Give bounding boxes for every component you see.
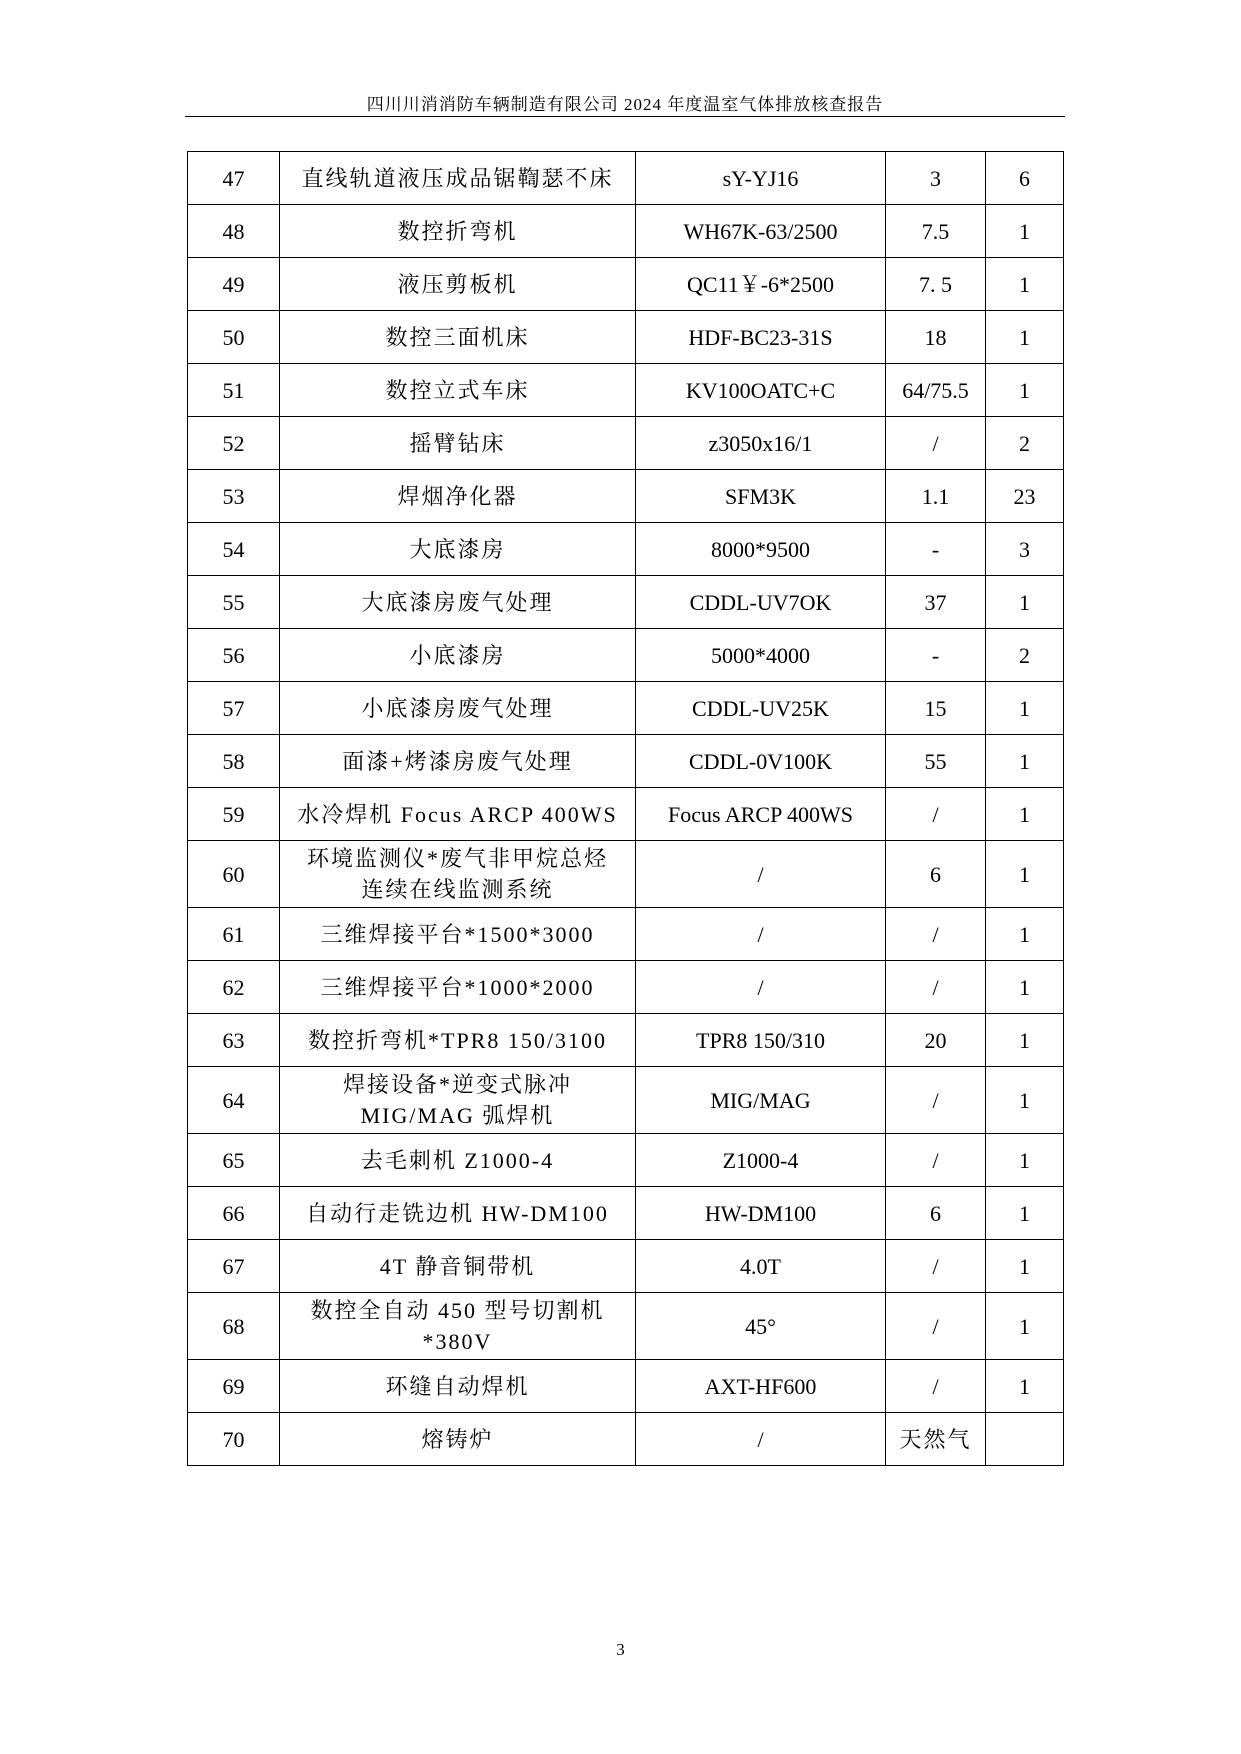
cell-model: Focus ARCP 400WS — [636, 788, 886, 841]
cell-equipment-name: 焊烟净化器 — [280, 470, 636, 523]
cell-quantity — [986, 1413, 1064, 1466]
table-row — [188, 1134, 1064, 1187]
cell-quantity: 1 — [986, 841, 1064, 908]
table-row — [188, 788, 1064, 841]
cell-power: 3 — [886, 152, 986, 205]
cell-model: 4.0T — [636, 1240, 886, 1293]
equipment-table-body — [188, 152, 1064, 1466]
cell-equipment-name: 熔铸炉 — [280, 1413, 636, 1466]
cell-quantity: 23 — [986, 470, 1064, 523]
cell-equipment-name: 摇臂钻床 — [280, 417, 636, 470]
cell-quantity: 1 — [986, 1360, 1064, 1413]
cell-power: 15 — [886, 682, 986, 735]
cell-equipment-name: 三维焊接平台*1000*2000 — [280, 961, 636, 1014]
cell-model: HDF-BC23-31S — [636, 311, 886, 364]
cell-model: TPR8 150/310 — [636, 1014, 886, 1067]
cell-power: 天然气 — [886, 1413, 986, 1466]
cell-power: 7.5 — [886, 205, 986, 258]
cell-model: SFM3K — [636, 470, 886, 523]
cell-quantity: 1 — [986, 735, 1064, 788]
table-row — [188, 364, 1064, 417]
header-divider — [185, 116, 1065, 117]
page-number: 3 — [616, 1640, 625, 1659]
cell-equipment-name: 面漆+烤漆房废气处理 — [280, 735, 636, 788]
cell-number: 66 — [188, 1187, 280, 1240]
equipment-table — [187, 151, 1064, 1466]
cell-power: 18 — [886, 311, 986, 364]
table-row — [188, 682, 1064, 735]
cell-number: 53 — [188, 470, 280, 523]
cell-number: 55 — [188, 576, 280, 629]
cell-power: 6 — [886, 1187, 986, 1240]
cell-power: / — [886, 1240, 986, 1293]
cell-power: 7. 5 — [886, 258, 986, 311]
cell-equipment-name: 数控三面机床 — [280, 311, 636, 364]
cell-equipment-name — [280, 1067, 636, 1134]
table-row — [188, 523, 1064, 576]
cell-quantity: 1 — [986, 364, 1064, 417]
cell-power: / — [886, 417, 986, 470]
cell-power: 64/75.5 — [886, 364, 986, 417]
cell-equipment-name: 自动行走铣边机 HW-DM100 — [280, 1187, 636, 1240]
cell-equipment-name: 4T 静音铜带机 — [280, 1240, 636, 1293]
table-row — [188, 961, 1064, 1014]
cell-number: 57 — [188, 682, 280, 735]
cell-equipment-name: 数控立式车床 — [280, 364, 636, 417]
table-row — [188, 152, 1064, 205]
equipment-name-line-1: 环境监测仪*废气非甲烷总烃 — [306, 846, 608, 871]
cell-equipment-name: 去毛刺机 Z1000-4 — [280, 1134, 636, 1187]
cell-model: Z1000-4 — [636, 1134, 886, 1187]
cell-equipment-name: 三维焊接平台*1500*3000 — [280, 908, 636, 961]
cell-quantity: 2 — [986, 629, 1064, 682]
cell-quantity: 1 — [986, 576, 1064, 629]
equipment-name-line-2: MIG/MAG 弧焊机 — [360, 1103, 555, 1128]
cell-power: / — [886, 908, 986, 961]
cell-number: 69 — [188, 1360, 280, 1413]
cell-number: 62 — [188, 961, 280, 1014]
cell-power: - — [886, 523, 986, 576]
cell-number: 54 — [188, 523, 280, 576]
cell-model: 5000*4000 — [636, 629, 886, 682]
table-row — [188, 258, 1064, 311]
cell-equipment-name — [280, 1293, 636, 1360]
cell-quantity: 1 — [986, 788, 1064, 841]
cell-model: / — [636, 961, 886, 1014]
equipment-name-line-2: *380V — [422, 1329, 493, 1354]
cell-number: 60 — [188, 841, 280, 908]
cell-model: / — [636, 1413, 886, 1466]
cell-number: 64 — [188, 1067, 280, 1134]
cell-quantity: 1 — [986, 1187, 1064, 1240]
cell-number: 63 — [188, 1014, 280, 1067]
table-row — [188, 1360, 1064, 1413]
cell-equipment-name: 环缝自动焊机 — [280, 1360, 636, 1413]
cell-equipment-name: 数控折弯机 — [280, 205, 636, 258]
cell-model: 45° — [636, 1293, 886, 1360]
table-row — [188, 1014, 1064, 1067]
cell-number: 68 — [188, 1293, 280, 1360]
cell-power: 1.1 — [886, 470, 986, 523]
cell-quantity: 1 — [986, 908, 1064, 961]
cell-equipment-name — [280, 841, 636, 908]
table-row — [188, 629, 1064, 682]
cell-quantity: 1 — [986, 682, 1064, 735]
cell-power: / — [886, 1360, 986, 1413]
cell-quantity: 1 — [986, 311, 1064, 364]
cell-power: 55 — [886, 735, 986, 788]
table-row — [188, 1187, 1064, 1240]
cell-power: / — [886, 961, 986, 1014]
cell-power: 37 — [886, 576, 986, 629]
cell-quantity: 1 — [986, 1240, 1064, 1293]
cell-equipment-name: 数控折弯机*TPR8 150/3100 — [280, 1014, 636, 1067]
cell-equipment-name: 小底漆房 — [280, 629, 636, 682]
table-row — [188, 1293, 1064, 1360]
cell-model: HW-DM100 — [636, 1187, 886, 1240]
cell-number: 58 — [188, 735, 280, 788]
cell-quantity: 1 — [986, 1014, 1064, 1067]
cell-number: 59 — [188, 788, 280, 841]
cell-number: 56 — [188, 629, 280, 682]
cell-power: / — [886, 1067, 986, 1134]
cell-quantity: 1 — [986, 205, 1064, 258]
table-row — [188, 841, 1064, 908]
cell-model: CDDL-UV25K — [636, 682, 886, 735]
cell-model: QC11￥-6*2500 — [636, 258, 886, 311]
cell-model: AXT-HF600 — [636, 1360, 886, 1413]
cell-quantity: 1 — [986, 258, 1064, 311]
cell-power: / — [886, 1134, 986, 1187]
table-row — [188, 1067, 1064, 1134]
table-row — [188, 735, 1064, 788]
cell-quantity: 2 — [986, 417, 1064, 470]
cell-model: / — [636, 908, 886, 961]
cell-model: sY-YJ16 — [636, 152, 886, 205]
cell-model: MIG/MAG — [636, 1067, 886, 1134]
table-row — [188, 417, 1064, 470]
equipment-name-line-2: 连续在线监测系统 — [361, 877, 554, 902]
cell-model: WH67K-63/2500 — [636, 205, 886, 258]
cell-number: 61 — [188, 908, 280, 961]
cell-number: 49 — [188, 258, 280, 311]
table-row — [188, 1413, 1064, 1466]
cell-quantity: 1 — [986, 961, 1064, 1014]
cell-power: 6 — [886, 841, 986, 908]
cell-number: 47 — [188, 152, 280, 205]
cell-equipment-name: 液压剪板机 — [280, 258, 636, 311]
cell-quantity: 6 — [986, 152, 1064, 205]
cell-equipment-name: 小底漆房废气处理 — [280, 682, 636, 735]
equipment-name-line-1: 数控全自动 450 型号切割机 — [310, 1298, 605, 1323]
cell-equipment-name: 水冷焊机 Focus ARCP 400WS — [280, 788, 636, 841]
table-row — [188, 908, 1064, 961]
cell-model: 8000*9500 — [636, 523, 886, 576]
cell-model: z3050x16/1 — [636, 417, 886, 470]
cell-number: 67 — [188, 1240, 280, 1293]
equipment-name-line-1: 焊接设备*逆变式脉冲 — [342, 1072, 572, 1097]
table-row — [188, 1240, 1064, 1293]
cell-quantity: 1 — [986, 1134, 1064, 1187]
cell-model: CDDL-UV7OK — [636, 576, 886, 629]
cell-power: 20 — [886, 1014, 986, 1067]
table-row — [188, 205, 1064, 258]
cell-equipment-name: 大底漆房 — [280, 523, 636, 576]
cell-quantity: 3 — [986, 523, 1064, 576]
cell-model: / — [636, 841, 886, 908]
cell-number: 70 — [188, 1413, 280, 1466]
cell-number: 50 — [188, 311, 280, 364]
cell-quantity: 1 — [986, 1293, 1064, 1360]
cell-quantity: 1 — [986, 1067, 1064, 1134]
table-row — [188, 470, 1064, 523]
cell-power: / — [886, 788, 986, 841]
cell-number: 52 — [188, 417, 280, 470]
cell-model: CDDL-0V100K — [636, 735, 886, 788]
cell-equipment-name: 直线轨道液压成品锯鞫瑟不床 — [280, 152, 636, 205]
cell-equipment-name: 大底漆房废气处理 — [280, 576, 636, 629]
cell-number: 65 — [188, 1134, 280, 1187]
table-row — [188, 576, 1064, 629]
cell-number: 51 — [188, 364, 280, 417]
cell-power: - — [886, 629, 986, 682]
cell-number: 48 — [188, 205, 280, 258]
page-header: 四川川消消防车辆制造有限公司 2024 年度温室气体排放核查报告 — [366, 95, 884, 114]
table-row — [188, 311, 1064, 364]
cell-power: / — [886, 1293, 986, 1360]
cell-model: KV100OATC+C — [636, 364, 886, 417]
